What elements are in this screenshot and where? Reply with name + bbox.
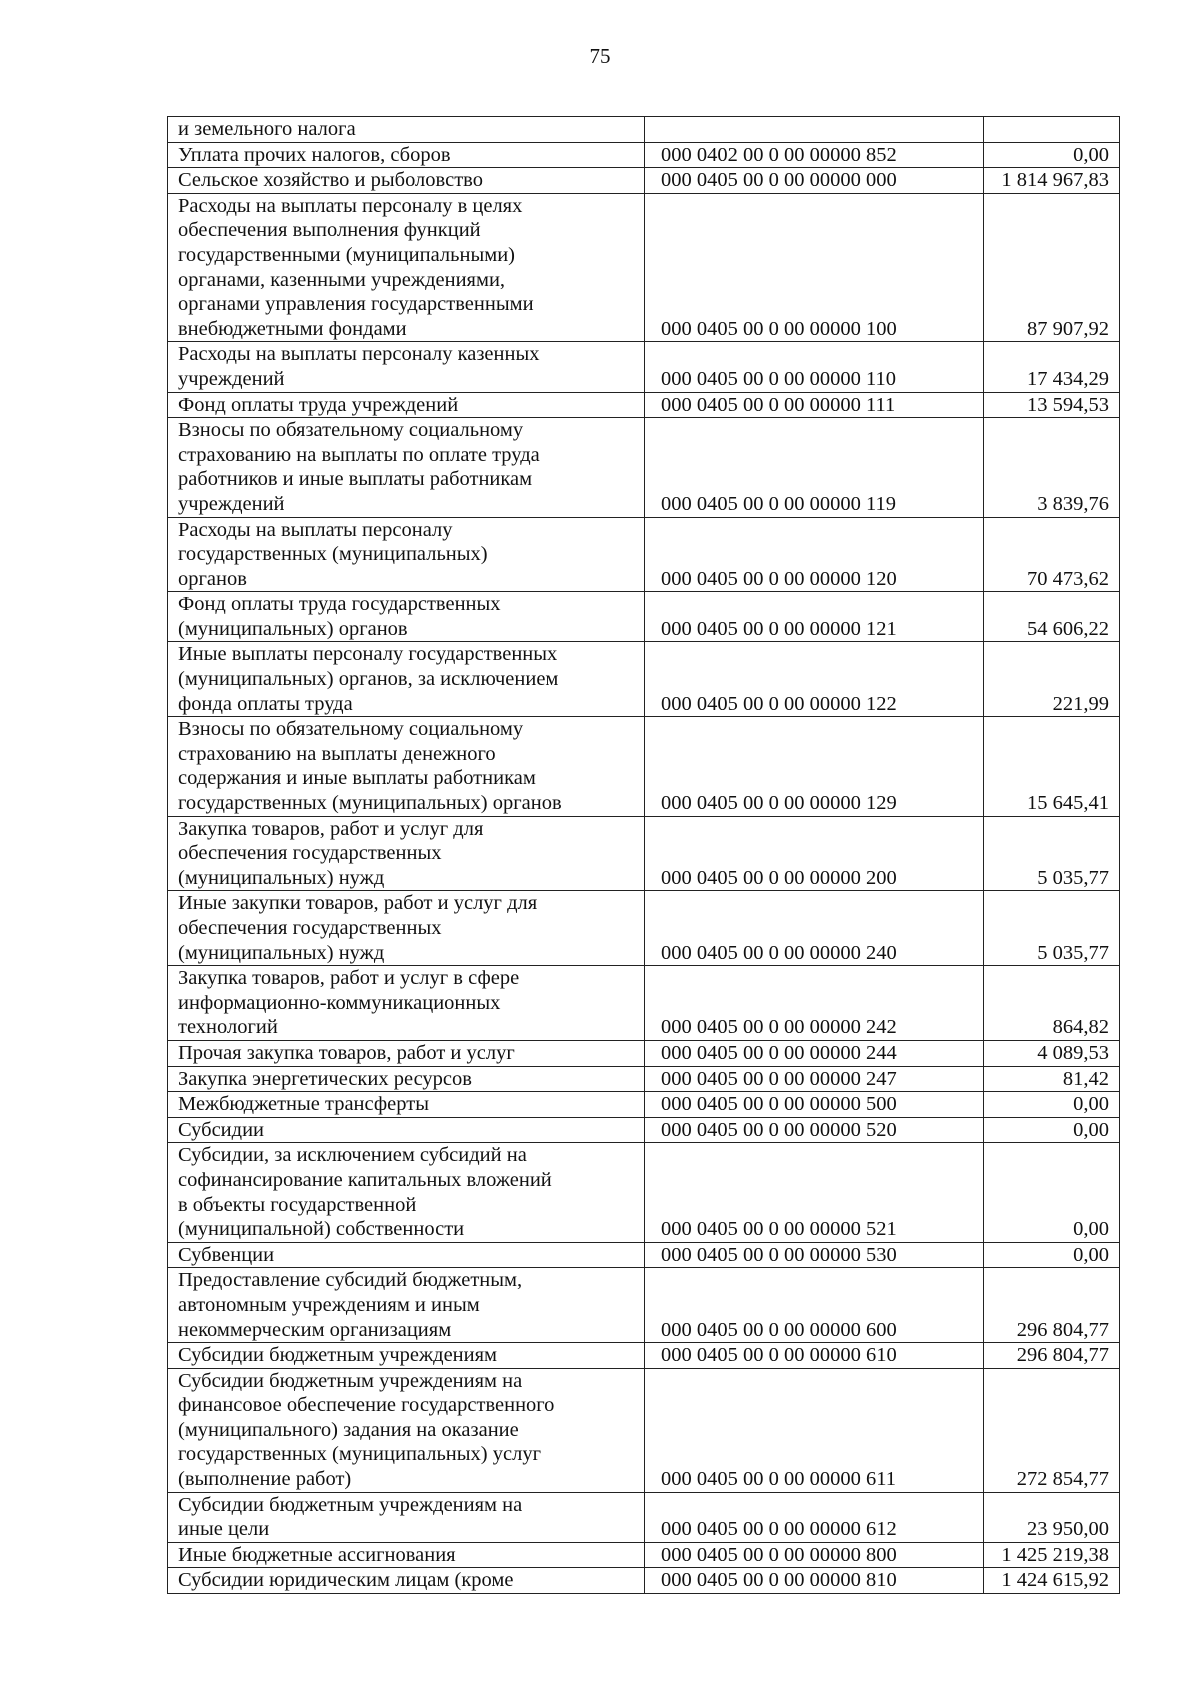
expense-name: Межбюджетные трансферты <box>178 1093 429 1116</box>
budget-code: 000 0405 00 0 00 00000 122 <box>645 642 984 717</box>
page-number: 75 <box>589 44 611 68</box>
table-row <box>168 1242 1120 1268</box>
table-row <box>168 342 1120 392</box>
budget-table <box>167 116 1120 1594</box>
budget-code: 000 0405 00 0 00 00000 612 <box>645 1492 984 1542</box>
expense-name: Расходы на выплаты персоналу казенных учреждений <box>178 343 540 390</box>
expense-name: Взносы по обязательному социальному страхованию на выплаты денежного содержания и иные выплаты работникам государственных (муниципальных) органов <box>178 718 562 815</box>
amount: 23 950,00 <box>984 1492 1120 1542</box>
expense-name: Иные закупки товаров, работ и услуг для обеспечения государственных (муниципальных) нужд <box>178 892 538 964</box>
budget-code: 000 0405 00 0 00 00000 244 <box>645 1040 984 1066</box>
budget-code <box>645 117 984 143</box>
expense-name: Предоставление субсидий бюджетным, автономным учреждениям и иным некоммерческим организациям <box>178 1269 523 1341</box>
expense-name-cell <box>168 193 645 342</box>
amount: 0,00 <box>984 1092 1120 1118</box>
expense-name-cell <box>168 1066 645 1092</box>
amount <box>984 117 1120 143</box>
table-row <box>168 642 1120 717</box>
expense-name-cell <box>168 1568 645 1594</box>
expense-name-cell <box>168 517 645 592</box>
budget-code: 000 0405 00 0 00 00000 000 <box>645 168 984 194</box>
expense-name: Закупка товаров, работ и услуг для обеспечения государственных (муниципальных) нужд <box>178 817 484 889</box>
amount: 0,00 <box>984 1242 1120 1268</box>
table-row <box>168 517 1120 592</box>
table-row <box>168 418 1120 517</box>
expense-name-cell <box>168 1542 645 1568</box>
budget-code: 000 0405 00 0 00 00000 240 <box>645 891 984 966</box>
expense-name: Уплата прочих налогов, сборов <box>178 143 451 166</box>
expense-name: Прочая закупка товаров, работ и услуг <box>178 1041 515 1064</box>
table-row <box>168 966 1120 1041</box>
budget-code: 000 0405 00 0 00 00000 100 <box>645 193 984 342</box>
expense-name-cell <box>168 1492 645 1542</box>
table-row <box>168 117 1120 143</box>
amount: 296 804,77 <box>984 1268 1120 1343</box>
expense-name: Субсидии <box>178 1118 265 1141</box>
budget-code: 000 0405 00 0 00 00000 800 <box>645 1542 984 1568</box>
budget-code: 000 0405 00 0 00 00000 119 <box>645 418 984 517</box>
budget-code: 000 0405 00 0 00 00000 247 <box>645 1066 984 1092</box>
expense-name-cell <box>168 1040 645 1066</box>
expense-name: Субсидии бюджетным учреждениям на финансовое обеспечение государственного (муниципального) задания на оказание государственных (муниципальных) услуг (выполнение работ) <box>178 1369 555 1491</box>
expense-name: Закупка товаров, работ и услуг в сфере информационно-коммуникационных технологий <box>178 967 520 1039</box>
expense-name: Фонд оплаты труда государственных (муниципальных) органов <box>178 593 501 640</box>
expense-name-cell <box>168 1143 645 1242</box>
amount: 864,82 <box>984 966 1120 1041</box>
table-row <box>168 1066 1120 1092</box>
amount: 17 434,29 <box>984 342 1120 392</box>
expense-name-cell <box>168 1268 645 1343</box>
table-row <box>168 193 1120 342</box>
table-row <box>168 1343 1120 1369</box>
table-row <box>168 1492 1120 1542</box>
budget-code: 000 0405 00 0 00 00000 810 <box>645 1568 984 1594</box>
table-row <box>168 142 1120 168</box>
table-row <box>168 1092 1120 1118</box>
expense-name: Иные выплаты персоналу государственных (муниципальных) органов, за исключением фонда оплаты труда <box>178 643 559 715</box>
budget-code: 000 0405 00 0 00 00000 600 <box>645 1268 984 1343</box>
amount: 87 907,92 <box>984 193 1120 342</box>
amount: 3 839,76 <box>984 418 1120 517</box>
expense-name: Взносы по обязательному социальному страхованию на выплаты по оплате труда работников и иные выплаты работникам учреждений <box>178 419 540 515</box>
expense-name-cell <box>168 168 645 194</box>
expense-name-cell <box>168 1242 645 1268</box>
amount: 1 425 219,38 <box>984 1542 1120 1568</box>
table-row <box>168 717 1120 816</box>
budget-code: 000 0405 00 0 00 00000 611 <box>645 1368 984 1492</box>
table-row <box>168 1040 1120 1066</box>
budget-code: 000 0405 00 0 00 00000 110 <box>645 342 984 392</box>
amount: 296 804,77 <box>984 1343 1120 1369</box>
table-row <box>168 1117 1120 1143</box>
budget-code: 000 0405 00 0 00 00000 129 <box>645 717 984 816</box>
expense-name-cell <box>168 142 645 168</box>
expense-name-cell <box>168 1117 645 1143</box>
expense-name-cell <box>168 342 645 392</box>
expense-name-cell <box>168 418 645 517</box>
expense-name: Расходы на выплаты персоналу в целях обеспечения выполнения функций государственными (муниципальными) органами, казенными учреждениями, органами управления государственными внебюджетными фондами <box>178 194 534 340</box>
expense-name-cell <box>168 642 645 717</box>
expense-name: Субсидии бюджетным учреждениям на иные цели <box>178 1493 523 1541</box>
expense-name-cell <box>168 966 645 1041</box>
budget-code: 000 0402 00 0 00 00000 852 <box>645 142 984 168</box>
budget-table-body <box>168 117 1120 1594</box>
expense-name-cell <box>168 717 645 816</box>
amount: 0,00 <box>984 1117 1120 1143</box>
amount: 0,00 <box>984 142 1120 168</box>
table-row <box>168 1568 1120 1594</box>
expense-name: Субвенции <box>178 1243 275 1266</box>
budget-code: 000 0405 00 0 00 00000 530 <box>645 1242 984 1268</box>
expense-name-cell <box>168 592 645 642</box>
amount: 1 814 967,83 <box>984 168 1120 194</box>
table-row <box>168 392 1120 418</box>
table-row <box>168 168 1120 194</box>
expense-name: Сельское хозяйство и рыболовство <box>178 169 483 192</box>
expense-name-cell <box>168 891 645 966</box>
table-row <box>168 891 1120 966</box>
table-row <box>168 1268 1120 1343</box>
amount: 54 606,22 <box>984 592 1120 642</box>
table-row <box>168 1143 1120 1242</box>
amount: 272 854,77 <box>984 1368 1120 1492</box>
expense-name: Фонд оплаты труда учреждений <box>178 393 459 416</box>
amount: 0,00 <box>984 1143 1120 1242</box>
budget-code: 000 0405 00 0 00 00000 200 <box>645 816 984 891</box>
expense-name-cell <box>168 392 645 418</box>
amount: 70 473,62 <box>984 517 1120 592</box>
budget-code: 000 0405 00 0 00 00000 121 <box>645 592 984 642</box>
expense-name: Субсидии юридическим лицам (кроме <box>178 1569 514 1592</box>
amount: 1 424 615,92 <box>984 1568 1120 1594</box>
budget-code: 000 0405 00 0 00 00000 120 <box>645 517 984 592</box>
expense-name-cell <box>168 117 645 143</box>
budget-code: 000 0405 00 0 00 00000 521 <box>645 1143 984 1242</box>
expense-name: Иные бюджетные ассигнования <box>178 1543 456 1566</box>
budget-code: 000 0405 00 0 00 00000 520 <box>645 1117 984 1143</box>
table-row <box>168 816 1120 891</box>
amount: 5 035,77 <box>984 891 1120 966</box>
amount: 13 594,53 <box>984 392 1120 418</box>
expense-name: Субсидии бюджетным учреждениям <box>178 1344 498 1367</box>
budget-code: 000 0405 00 0 00 00000 610 <box>645 1343 984 1369</box>
amount: 81,42 <box>984 1066 1120 1092</box>
expense-name: Расходы на выплаты персоналу государственных (муниципальных) органов <box>178 518 488 590</box>
amount: 15 645,41 <box>984 717 1120 816</box>
expense-name: Субсидии, за исключением субсидий на софинансирование капитальных вложений в объекты государственной (муниципальной) собственности <box>178 1144 552 1241</box>
expense-name-cell <box>168 1092 645 1118</box>
amount: 4 089,53 <box>984 1040 1120 1066</box>
table-row <box>168 1368 1120 1492</box>
expense-name: Закупка энергетических ресурсов <box>178 1067 472 1090</box>
budget-code: 000 0405 00 0 00 00000 242 <box>645 966 984 1041</box>
amount: 5 035,77 <box>984 816 1120 891</box>
amount: 221,99 <box>984 642 1120 717</box>
table-row <box>168 592 1120 642</box>
expense-name-cell <box>168 816 645 891</box>
budget-code: 000 0405 00 0 00 00000 111 <box>645 392 984 418</box>
expense-name: и земельного налога <box>178 118 356 140</box>
expense-name-cell <box>168 1343 645 1369</box>
expense-name-cell <box>168 1368 645 1492</box>
table-row <box>168 1542 1120 1568</box>
budget-code: 000 0405 00 0 00 00000 500 <box>645 1092 984 1118</box>
